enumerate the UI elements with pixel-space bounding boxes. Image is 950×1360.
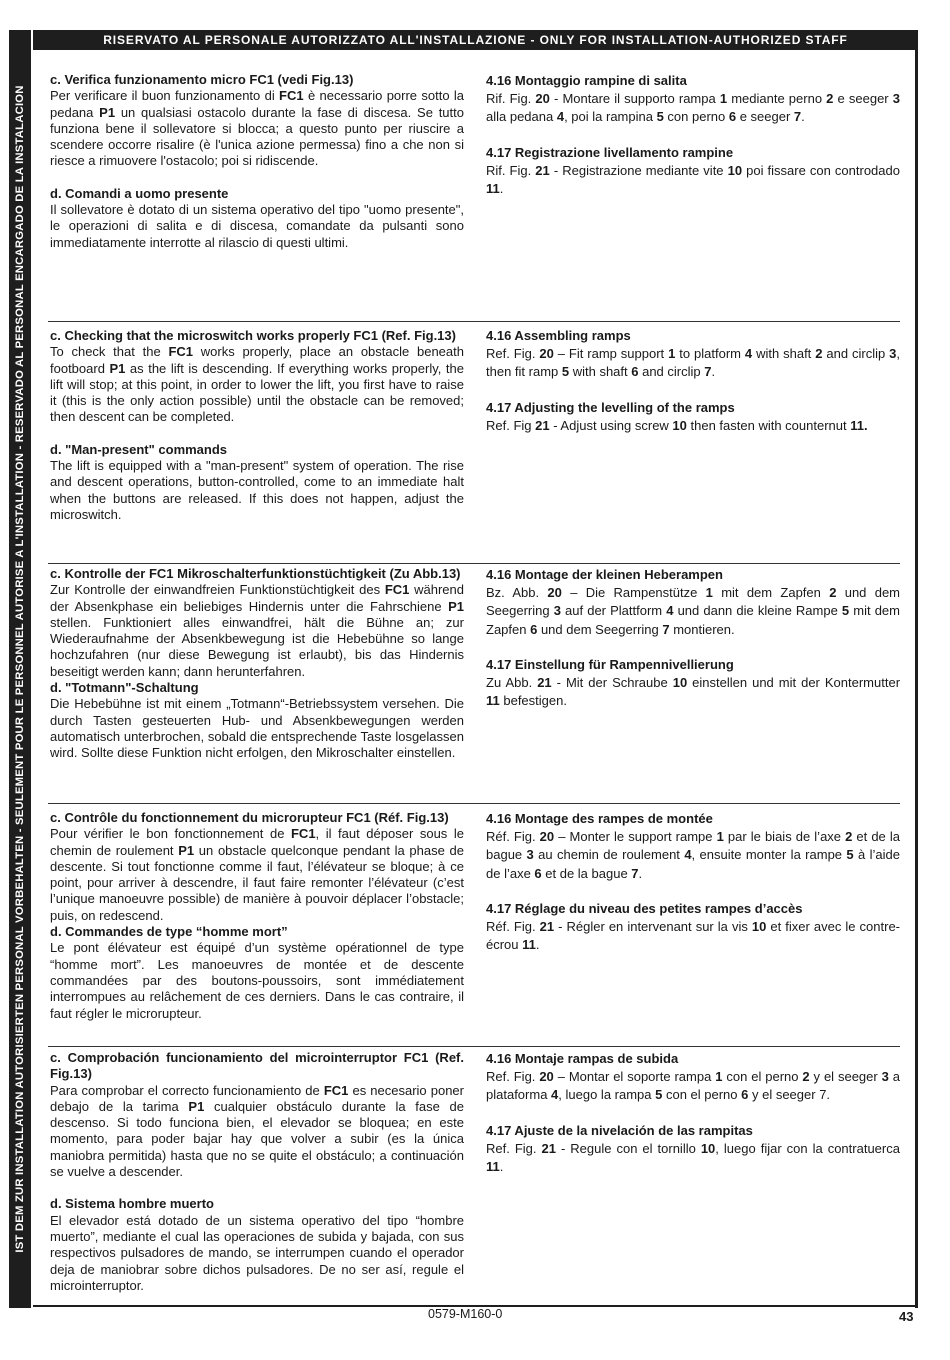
part-number: 21 xyxy=(535,417,550,433)
text-run: works properly, place an obstacle beneath footboard xyxy=(50,344,464,376)
part-number: 6 xyxy=(728,109,737,125)
part-number: 5 xyxy=(655,1087,663,1103)
section-de-right-column xyxy=(486,566,900,710)
man-present-heading: d. Sistema hombre muerto xyxy=(50,1196,214,1212)
ref-p1: P1 xyxy=(109,360,126,376)
text-run: e seeger xyxy=(736,109,794,125)
text-run: with shaft xyxy=(752,346,816,362)
text-run: mit dem Zapfen xyxy=(486,603,900,637)
part-number: 10 xyxy=(751,919,767,935)
text-run: Ref. Fig. xyxy=(486,1069,540,1085)
ramp-levelling-text xyxy=(486,1140,900,1176)
text-run: and circlip xyxy=(638,364,705,380)
ref-fc1: FC1 xyxy=(384,582,410,598)
section-en-left-column xyxy=(50,328,464,523)
man-present-heading: d. "Man-present" commands xyxy=(50,441,228,457)
section-it-right-column xyxy=(486,72,900,198)
text-run: then fasten with counternut xyxy=(686,417,851,433)
part-number: 7 xyxy=(631,865,639,881)
man-present-text: El elevador está dotado de un sistema operativo del tipo “hombre muerto”, mediante el cual las operaciones de subida y bajada, con sus respectivos pulsadores de mando, se interrumpen cuando el operador deja de maniobrar sobre dichos pulsadores. De no ser así, regule el microinterruptor. xyxy=(50,1212,464,1293)
part-number: 2 xyxy=(826,91,834,107)
part-number: 3 xyxy=(881,1069,889,1085)
part-number: 11 xyxy=(486,181,500,197)
part-number: 10 xyxy=(727,162,743,178)
text-run: to platform xyxy=(675,346,745,362)
text-run: Réf. Fig. xyxy=(486,919,540,935)
part-number: 20 xyxy=(539,346,554,362)
text-run: , poi la rampina xyxy=(564,109,657,125)
text-run: Zu Abb. xyxy=(486,675,538,691)
part-number: 4 xyxy=(666,603,674,619)
section-it-left-column xyxy=(50,72,464,251)
text-run: und dem Seegerring xyxy=(486,585,900,619)
part-number: 2 xyxy=(845,829,853,845)
spacer xyxy=(486,1105,900,1122)
microswitch-check-text xyxy=(50,582,464,680)
ramp-assembly-text xyxy=(486,90,900,126)
part-number: 20 xyxy=(539,829,555,845)
text-run: . xyxy=(535,937,540,953)
part-number: 20 xyxy=(535,91,550,107)
text-run: Rif. Fig. xyxy=(486,91,536,107)
text-run: Zur Kontrolle der einwandfreien Funktionstüchtigkeit des xyxy=(50,582,385,598)
section-es-right-column xyxy=(486,1050,900,1176)
spacer xyxy=(50,426,464,442)
man-present-text: The lift is equipped with a "man-present" system of operation. The rise and descent operations, button-controlled, come to an immediate halt when the buttons are released. If this does not happen, adjust the microswitch. xyxy=(50,458,464,522)
section-divider xyxy=(48,563,900,564)
text-run: To check that the xyxy=(50,344,169,360)
ramp-levelling-heading: 4.17 Einstellung für Rampennivellierung xyxy=(486,656,734,672)
text-run: Ref. Fig xyxy=(486,417,536,433)
ref-fc1: FC1 xyxy=(323,1082,349,1098)
text-run: un qualsiasi ostacolo durante la fase di discesa. Se tutto funziona bene il sollevatore si blocca; a questo punto per riuscire a scendere occorre risalire (è l'unica azione permessa) fino a che non si riesce a rimuovere l'ostacolo; poi si ridiscende. xyxy=(50,104,464,169)
microswitch-check-text xyxy=(50,1083,464,1181)
text-run: , then fit ramp xyxy=(486,346,900,380)
text-run: es necesario poner debajo de la tarima xyxy=(50,1082,464,1114)
text-run: . xyxy=(801,109,805,125)
ramp-assembly-heading: 4.16 Montaje rampas de subida xyxy=(486,1051,679,1066)
text-run: - Régler en intervenant sur la vis xyxy=(554,919,752,935)
part-number: 5 xyxy=(656,109,664,125)
part-number: 10 xyxy=(672,675,688,691)
text-run: . xyxy=(499,1159,504,1175)
part-number: 11 xyxy=(486,693,500,709)
text-run: au chemin de roulement xyxy=(533,847,685,863)
side-banner xyxy=(9,30,31,1308)
microswitch-check-heading: c. Checking that the microswitch works properly FC1 (Ref. Fig.13) xyxy=(50,328,456,343)
section-divider xyxy=(48,321,900,322)
section-de-left-column xyxy=(50,566,464,762)
part-number: 7 xyxy=(704,364,712,380)
text-run: – Fit ramp support xyxy=(553,346,669,362)
ref-p1: P1 xyxy=(178,842,195,858)
text-run: with shaft xyxy=(569,364,632,380)
text-run: con el perno xyxy=(662,1087,742,1103)
text-run: - Adjust using screw xyxy=(549,417,673,433)
part-number: 4 xyxy=(744,346,753,362)
text-run: poi fissare con controdado xyxy=(742,162,900,178)
text-run: et de la bague xyxy=(541,865,632,881)
part-number: 5 xyxy=(561,364,570,380)
part-number: 21 xyxy=(535,162,550,178)
part-number: 5 xyxy=(846,847,854,863)
microswitch-check-text xyxy=(50,344,464,425)
part-number: 20 xyxy=(539,1069,554,1085)
text-run: – Die Rampenstütze xyxy=(561,585,706,601)
part-number: 4 xyxy=(551,1087,559,1103)
text-run: con perno xyxy=(663,109,729,125)
text-run: - Regule con el tornillo xyxy=(555,1140,701,1156)
man-present-text: Die Hebebühne ist mit einem „Totmann“-Betriebssystem versehen. Die durch Tasten gesteuerten Hub- und Absenkbewegungen werden automatisch unterbrochen, sobald die entsprechende Taste losgelassen wird. Sollte diese Funktion nicht erfolgen, den Mikroschalter einstellen. xyxy=(50,696,464,761)
text-run: Bz. Abb. xyxy=(486,585,548,601)
text-run: Para comprobar el correcto funcionamiento de xyxy=(50,1082,324,1098)
text-run: . xyxy=(638,865,643,881)
text-run: , luego la rampa xyxy=(558,1087,656,1103)
text-run: un obstacle quelconque pendant la phase de descente. Si tout fonctionne comme il faut, l’élévateur se bloque; à ce point, pour arriver à descendre, il faut faire remonter l’élévateur (c’est l’unique manoeuvre possible) de manière à pouvoir déplacer l’obstacle; puis, on redescend. xyxy=(50,842,464,923)
ramp-levelling-heading: 4.17 Adjusting the levelling of the ramps xyxy=(486,399,735,415)
part-number: 6 xyxy=(741,1087,749,1103)
top-banner: RISERVATO AL PERSONALE AUTORIZZATO ALL'INSTALLAZIONE - ONLY FOR INSTALLATION-AUTHORIZED STAFF xyxy=(33,30,918,50)
text-run: Rif. Fig. xyxy=(486,162,536,178)
ramp-levelling-text xyxy=(486,162,900,198)
text-run: y el seeger xyxy=(809,1069,882,1085)
man-present-heading: d. Comandi a uomo presente xyxy=(50,185,229,201)
ramp-assembly-text xyxy=(486,584,900,639)
section-en-right-column xyxy=(486,327,900,435)
part-number: 11 xyxy=(522,937,536,953)
spacer xyxy=(50,1180,464,1196)
text-run: , il faut déposer sous le chemin de roulement xyxy=(50,826,464,858)
part-number: 21 xyxy=(537,675,552,691)
ramp-levelling-heading: 4.17 Ajuste de la nivelación de las rampitas xyxy=(486,1122,753,1138)
text-run: und dem Seegerring xyxy=(537,621,663,637)
part-number: 1 xyxy=(668,346,676,362)
microswitch-check-heading: c. Contrôle du fonctionnement du microrupteur FC1 (Réf. Fig.13) xyxy=(50,810,449,825)
text-run: - Mit der Schraube xyxy=(551,675,673,691)
text-run: auf der Plattform xyxy=(560,603,667,619)
section-divider xyxy=(48,1046,900,1047)
text-run: alla pedana xyxy=(486,109,557,125)
microswitch-check-heading: c. Comprobación funcionamiento del microinterruptor FC1 (Ref. Fig.13) xyxy=(50,1050,464,1082)
part-number: 3 xyxy=(889,346,897,362)
text-run: - Registrazione mediante vite xyxy=(549,162,728,178)
text-run: befestigen. xyxy=(499,693,567,709)
ref-fc1: FC1 xyxy=(168,344,193,360)
part-number: 6 xyxy=(534,865,542,881)
text-run: einstellen und mit der Kontermutter xyxy=(687,675,901,691)
text-run: Pour vérifier le bon fonctionnement de xyxy=(50,826,291,842)
part-number: 3 xyxy=(553,603,561,619)
part-number: 1 xyxy=(716,829,724,845)
ramp-levelling-text xyxy=(486,918,900,954)
text-run: a plataforma xyxy=(486,1069,900,1103)
text-run: Ref. Fig. xyxy=(486,346,540,362)
part-number: 2 xyxy=(802,1069,810,1085)
spacer xyxy=(486,639,900,656)
text-run: mediante perno xyxy=(727,91,827,107)
part-number: 4 xyxy=(684,847,692,863)
ref-p1: P1 xyxy=(188,1098,205,1114)
part-number: 11 xyxy=(486,1159,500,1175)
ramp-assembly-text xyxy=(486,828,900,883)
text-run: , ensuite monter la rampe xyxy=(691,847,847,863)
text-run: mit dem Zapfen xyxy=(712,585,830,601)
part-number: 7 xyxy=(793,109,802,125)
ramp-levelling-heading: 4.17 Registrazione livellamento rampine xyxy=(486,144,734,160)
part-number: 1 xyxy=(719,91,728,107)
document-code: 0579-M160-0 xyxy=(428,1307,503,1321)
part-number: 10 xyxy=(672,417,687,433)
section-divider xyxy=(48,803,900,804)
text-run: as the lift is descending. If everything works properly, the lift will stop; at this point, in order to lower the lift, you first have to raise it (this is the only action possible) until the obstacle can be removed; then descent can be completed. xyxy=(50,360,464,425)
part-number: 21 xyxy=(541,1140,556,1156)
part-number: 21 xyxy=(539,919,555,935)
text-run: y el seeger 7. xyxy=(748,1087,831,1103)
part-number: 20 xyxy=(547,585,562,601)
page-number: 43 xyxy=(899,1309,914,1324)
man-present-heading: d. "Totmann"-Schaltung xyxy=(50,680,199,696)
ref-p1: P1 xyxy=(99,104,116,120)
text-run: – Montar el soporte rampa xyxy=(553,1069,716,1085)
spacer xyxy=(486,883,900,900)
ref-fc1: FC1 xyxy=(290,826,316,842)
text-run: à l’aide de l’axe xyxy=(486,847,900,881)
spacer xyxy=(50,170,464,186)
microswitch-check-heading: c. Kontrolle der FC1 Mikroschalterfunktionstüchtigkeit (Zu Abb.13) xyxy=(50,566,461,581)
text-run: , luego fijar con la contratuerca xyxy=(715,1140,900,1156)
text-run: . xyxy=(711,364,716,380)
section-es-left-column xyxy=(50,1050,464,1294)
ramp-assembly-heading: 4.16 Assembling ramps xyxy=(486,328,631,343)
ramp-assembly-heading: 4.16 Montage der kleinen Heberampen xyxy=(486,567,723,582)
text-run: montieren. xyxy=(669,621,735,637)
text-run: è necessario porre sotto la pedana xyxy=(50,88,465,120)
part-number: 5 xyxy=(841,603,850,619)
part-number: 3 xyxy=(892,91,900,107)
text-run: stellen. Funktioniert alles einwandfrei, hält die Bühne an; zur Wiederaufnahme der Absenkbewegung ist die Hebebühne so lange hochzufahren (nur diese Bewegung ist erlaubt), bis das Hindernis beseitigt werden kann; dann herunterfahren. xyxy=(50,614,464,679)
spacer xyxy=(486,127,900,144)
text-run: et fixer avec le contre-écrou xyxy=(486,919,901,953)
text-run: and circlip xyxy=(822,346,890,362)
ref-fc1: FC1 xyxy=(279,88,304,104)
part-number: 11. xyxy=(850,417,868,433)
text-run: – Monter le support rampe xyxy=(554,829,717,845)
part-number: 7 xyxy=(662,621,670,637)
text-run: con el perno xyxy=(722,1069,803,1085)
section-fr-left-column xyxy=(50,810,464,1022)
text-run: e seeger xyxy=(833,91,893,107)
text-run: . xyxy=(499,181,504,197)
text-run: Per verificare il buon funzionamento di xyxy=(50,88,280,104)
part-number: 3 xyxy=(526,847,534,863)
text-run: - Montare il supporto rampa xyxy=(549,91,720,107)
ref-p1: P1 xyxy=(448,598,464,614)
microswitch-check-text xyxy=(50,826,464,924)
spacer xyxy=(486,382,900,399)
part-number: 4 xyxy=(556,109,565,125)
part-number: 2 xyxy=(815,346,823,362)
part-number: 1 xyxy=(715,1069,723,1085)
part-number: 6 xyxy=(530,621,538,637)
ramp-assembly-heading: 4.16 Montaggio rampine di salita xyxy=(486,73,687,88)
section-fr-right-column xyxy=(486,810,900,954)
ramp-levelling-heading: 4.17 Réglage du niveau des petites rampes d’accès xyxy=(486,900,803,916)
text-run: et de la bague xyxy=(486,829,900,863)
text-run: par le biais de l’axe xyxy=(723,829,846,845)
part-number: 6 xyxy=(631,364,639,380)
side-banner-text: IST DEM ZUR INSTALLATION AUTORISIERTEN PERSONAL VORBEHALTEN - SEULEMENT POUR LE PERSONNEL AUTORISE A L'INSTALLATION - RESERVADO AL PERSONAL ENCARGADO DE LA INSTALACION xyxy=(14,85,26,1253)
part-number: 1 xyxy=(705,585,713,601)
text-run: während der Absenkphase ein beliebiges Hindernis unter die Fahrschiene xyxy=(50,582,464,614)
text-run: Réf. Fig. xyxy=(486,829,540,845)
microswitch-check-heading: c. Verifica funzionamento micro FC1 (vedi Fig.13) xyxy=(50,72,354,87)
text-run: Ref. Fig. xyxy=(486,1140,542,1156)
ramp-assembly-heading: 4.16 Montage des rampes de montée xyxy=(486,811,713,826)
part-number: 2 xyxy=(829,585,837,601)
frame-right-rule xyxy=(915,30,918,1308)
man-present-text: Il sollevatore è dotato di un sistema operativo del tipo "uomo presente", le operazioni di salita e di discesa, comandate da pulsanti sono immediatamente interrotte al rilascio di questi ultimi. xyxy=(50,202,464,250)
part-number: 10 xyxy=(700,1140,716,1156)
text-run: und dann die kleine Rampe xyxy=(673,603,842,619)
man-present-text: Le pont élévateur est équipé d’un système opérationnel de type “homme mort”. Les manoeuvres de montée et de descente commandées par des boutons-poussoirs, sont immédiatement interrompues au relâchement de ces derniers. Dans le cas contraire, il faut régler le microrupteur. xyxy=(50,940,464,1021)
ramp-levelling-text xyxy=(486,417,900,435)
microswitch-check-text xyxy=(50,88,464,169)
man-present-heading: d. Commandes de type “homme mort” xyxy=(50,924,288,940)
ramp-levelling-text xyxy=(486,674,900,710)
ramp-assembly-text xyxy=(486,1068,900,1104)
text-run: cualquier obstáculo durante la fase de descenso. Si todo funciona bien, el elevador se bloquea; en este momento, para poder bajar hay que volver a subir (es la única maniobra permitida) hasta que no se quite el obstáculo; a continuación se vuelve a descender. xyxy=(50,1098,464,1180)
ramp-assembly-text xyxy=(486,345,900,381)
